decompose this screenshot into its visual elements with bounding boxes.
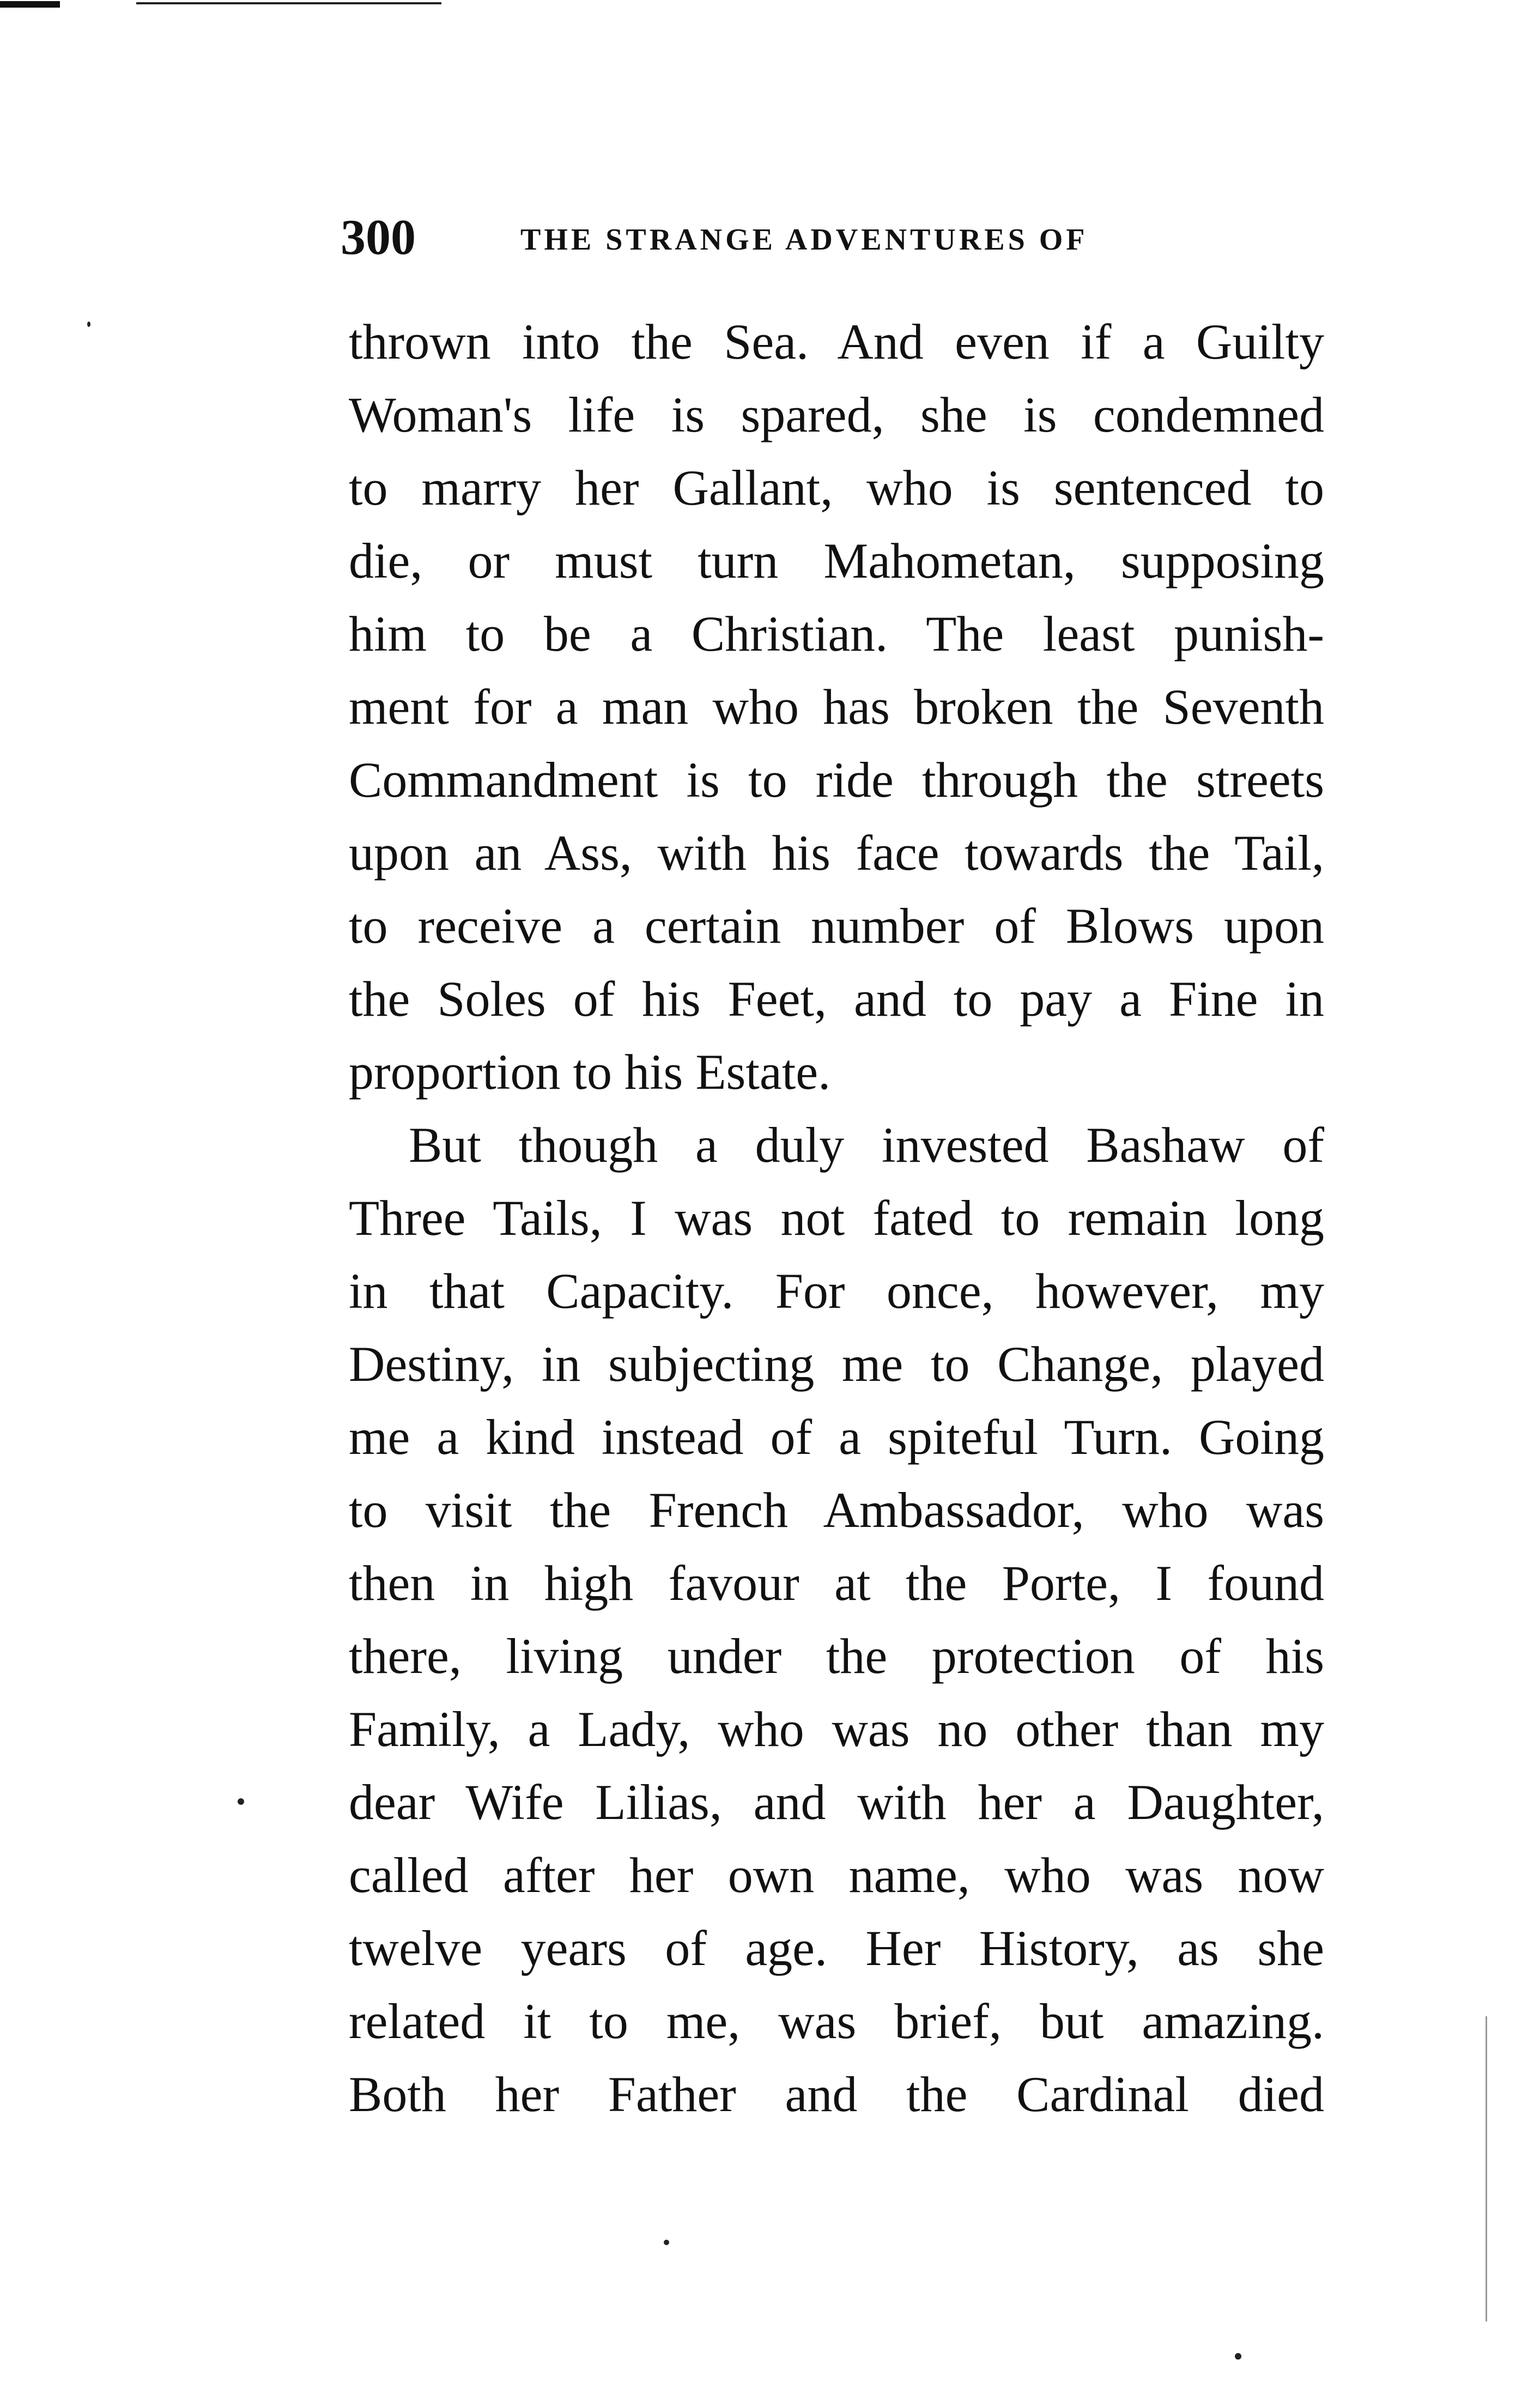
scan-edge-marks <box>0 0 654 8</box>
text-line: related it to me, was brief, but amazing. <box>349 1993 1324 2049</box>
text-line: ment for a man who has broken the Seventh <box>349 679 1324 735</box>
text-line: upon an Ass, with his face towards the Tail, <box>349 825 1324 881</box>
scan-edge-mark <box>136 2 441 4</box>
text-line: Destiny, in subjecting me to Change, played <box>349 1336 1324 1392</box>
text-line: proportion to his Estate. <box>349 1044 831 1100</box>
body-text <box>349 305 1324 2131</box>
text-line: thrown into the Sea. And even if a Guilty <box>349 314 1324 369</box>
scan-speck <box>238 1798 244 1805</box>
page-number: 300 <box>341 209 416 265</box>
text-line: Both her Father and the Cardinal died <box>349 2066 1324 2122</box>
text-line: But though a duly invested Bashaw of <box>409 1117 1324 1173</box>
text-line: the Soles of his Feet, and to pay a Fine in <box>349 971 1324 1027</box>
text-line: me a kind instead of a spiteful Turn. Going <box>349 1409 1324 1465</box>
scan-speck <box>87 322 90 327</box>
text-line: twelve years of age. Her History, as she <box>349 1920 1324 1976</box>
text-line: Family, a Lady, who was no other than my <box>349 1701 1324 1757</box>
text-line: Three Tails, I was not fated to remain long <box>349 1190 1324 1246</box>
text-line: die, or must turn Mahometan, supposing <box>349 533 1324 589</box>
scan-edge-mark <box>0 1 60 8</box>
text-line: there, living under the protection of his <box>349 1628 1324 1684</box>
text-line: called after her own name, who was now <box>349 1847 1324 1903</box>
scan-speck <box>1235 2353 1241 2360</box>
text-line: Woman's life is spared, she is condemned <box>349 387 1324 442</box>
text-line: to receive a certain number of Blows upon <box>349 898 1324 954</box>
text-line: dear Wife Lilias, and with her a Daughter, <box>349 1774 1324 1830</box>
scan-speck <box>664 2240 669 2245</box>
margin-rule <box>1486 2016 1487 2321</box>
text-line: him to be a Christian. The least punish- <box>349 606 1324 662</box>
running-head: THE STRANGE ADVENTURES OF <box>520 223 1088 257</box>
text-line: to marry her Gallant, who is sentenced to <box>349 460 1324 516</box>
text-line: Commandment is to ride through the streets <box>349 752 1324 808</box>
text-line: to visit the French Ambassador, who was <box>349 1482 1324 1538</box>
text-line: then in high favour at the Porte, I found <box>349 1555 1324 1611</box>
page-header <box>341 207 1321 267</box>
text-line: in that Capacity. For once, however, my <box>349 1263 1324 1319</box>
